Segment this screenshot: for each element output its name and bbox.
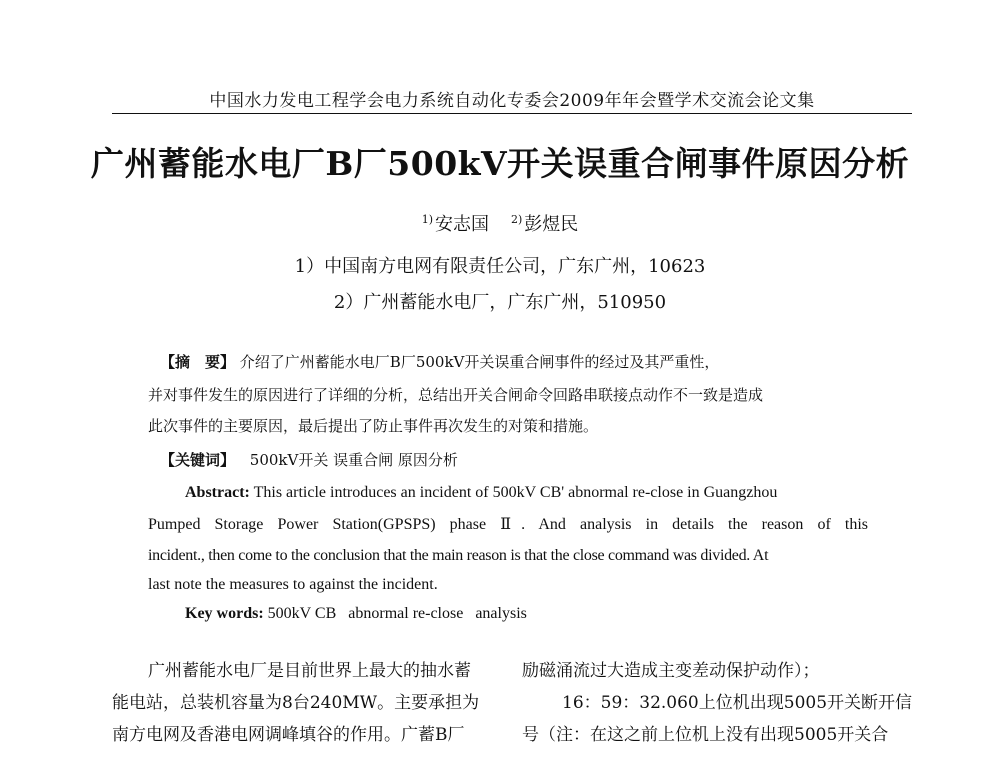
running-header: 中国水力发电工程学会电力系统自动化专委会2009年年会暨学术交流会论文集 — [209, 91, 815, 111]
author-1-name: 安志国 — [435, 214, 489, 235]
keywords-cn-text: 500kV开关 误重合闸 原因分析 — [249, 451, 458, 469]
abstract-cn-line-1 — [160, 352, 880, 372]
body-left-line-2: 能电站，总装机容量为8台240MW。主要承担为 — [112, 693, 480, 713]
author-1-marker: 1) — [421, 213, 433, 226]
affiliation-2: 2）广州蓄能水电厂，广东广州，510950 — [333, 292, 667, 313]
author-2-name: 彭煜民 — [524, 214, 579, 235]
keywords-cn-label: 【关键词】 — [160, 451, 236, 469]
author-2-marker: 2) — [511, 213, 523, 226]
abstract-en-line-4: last note the measures to against the incident. — [148, 576, 438, 593]
abstract-cn-line-3: 此次事件的主要原因，最后提出了防止事件再次发生的对策和措施。 — [148, 417, 599, 435]
abstract-en-text-1: This article introduces an incident of 500kV CB' abnormal re-close in Guangzhou — [253, 484, 778, 501]
abstract-en-line-1 — [185, 483, 868, 503]
abstract-cn-line-2: 并对事件发生的原因进行了详细的分析，总结出开关合闸命令回路串联接点动作不一致是造成 — [148, 386, 764, 404]
header-rule — [112, 113, 912, 114]
author-line — [0, 210, 1000, 236]
keywords-en — [185, 604, 905, 624]
abstract-cn-label: 【摘 要】 — [160, 353, 236, 371]
body-left-line-1: 广州蓄能水电厂是目前世界上最大的抽水蓄 — [148, 661, 471, 681]
body-left-line-3: 南方电网及香港电网调峰填谷的作用。广蓄B厂 — [112, 725, 465, 745]
affiliation-1: 1）中国南方电网有限责任公司，广东广州，10623 — [294, 256, 706, 277]
paper-title: 广州蓄能水电厂B厂500kV开关误重合闸事件原因分析 — [90, 144, 910, 183]
keywords-en-label: Key words: — [185, 605, 264, 622]
body-right-line-3: 号（注：在这之前上位机上没有出现5005开关合 — [522, 725, 889, 745]
keywords-en-text: 500kV CB abnormal re-close analysis — [267, 605, 527, 622]
abstract-en-line-3: incident., then come to the conclusion that the main reason is that the close command was divided. At — [148, 547, 769, 564]
abstract-en-line-2: Pumped Storage Power Station(GPSPS) phase Ⅱ. And analysis in details the reason of this — [148, 516, 868, 533]
keywords-cn — [160, 450, 880, 470]
abstract-en-label: Abstract: — [185, 484, 250, 501]
abstract-cn-text-1: 介绍了广州蓄能水电厂B厂500kV开关误重合闸事件的经过及其严重性， — [239, 353, 720, 371]
body-right-line-2: 16：59：32.060上位机出现5005开关断开信 — [562, 693, 913, 713]
body-right-line-1: 励磁涌流过大造成主变差动保护动作）； — [522, 661, 820, 681]
